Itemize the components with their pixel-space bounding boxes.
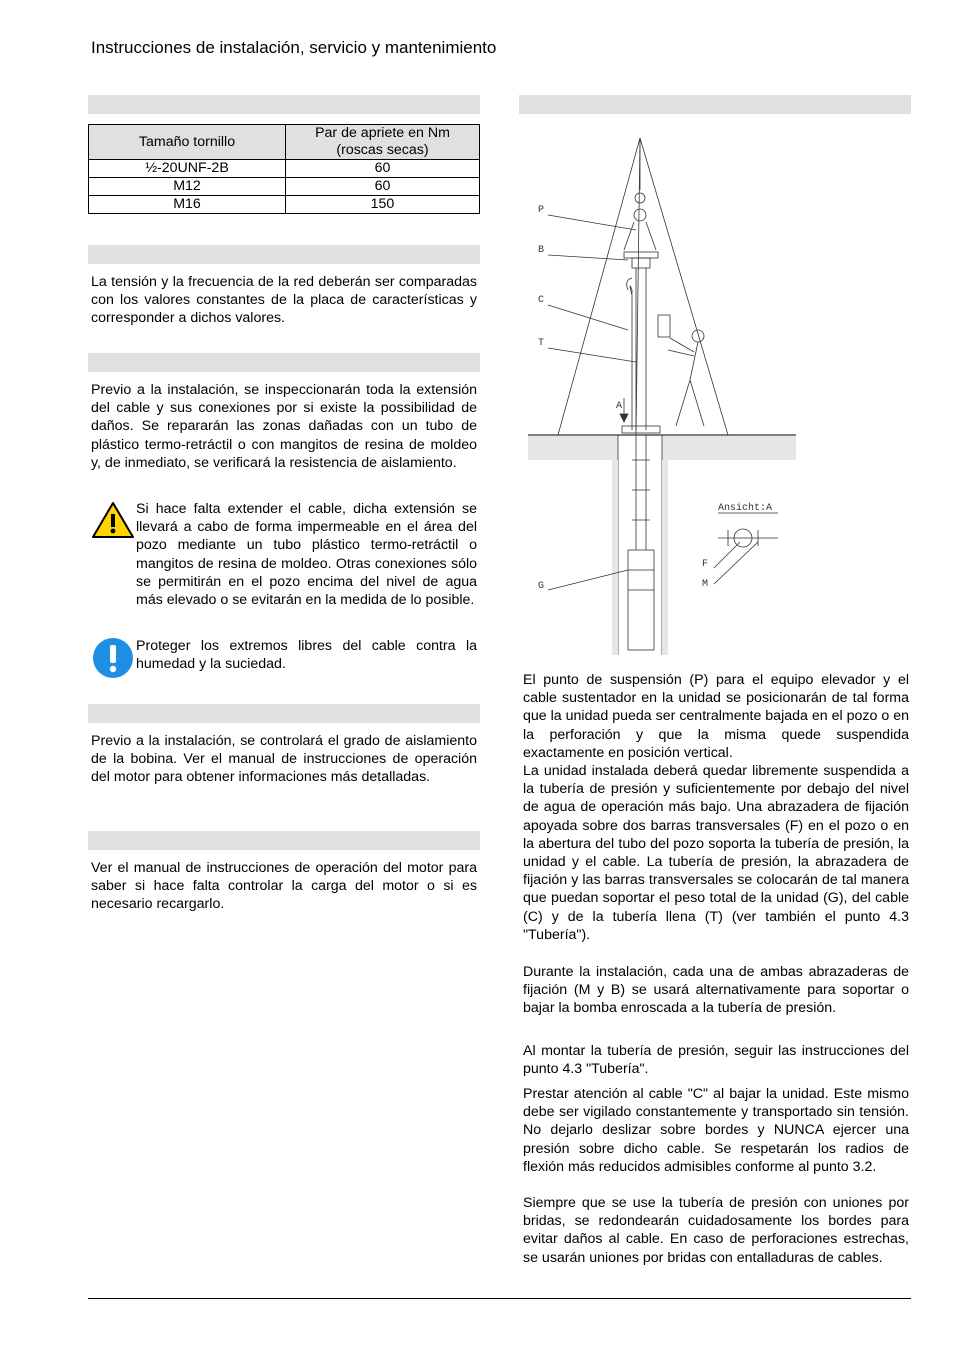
table-row (89, 196, 480, 214)
figure-label-view: Ansicht:A (718, 503, 773, 514)
figure-label-c: C (538, 295, 545, 306)
section-bar-cable (88, 353, 480, 372)
section-bar-voltage (88, 245, 480, 264)
figure-label-a: A (616, 401, 623, 412)
table-cell: M12 (89, 178, 286, 196)
table-row (89, 178, 480, 196)
figure-label-t: T (538, 338, 545, 349)
table-cell: 60 (286, 178, 480, 196)
torque-table (88, 124, 480, 214)
notice-icon (92, 637, 134, 679)
warning-icon (91, 500, 135, 540)
motor-paragraph: Ver el manual de instrucciones de operación del motor para saber si hace falta controlar la carga del motor o si es necesario recargarlo. (91, 860, 477, 913)
figure-label-f: F (702, 559, 709, 570)
installation-paragraph-1: El punto de suspensión (P) para el equipo elevador y el cable sustentador en la unidad se posicionarán de tal forma que la unidad pueda ser centralmente bajada en el pozo o en la perforación y que la misma quede suspendida exactamente en posición vertical. (523, 672, 909, 761)
footer-divider (88, 1298, 911, 1299)
table-cell: 150 (286, 196, 480, 214)
table-header-cell: Tamaño tornillo (89, 125, 286, 160)
insulation-paragraph: Previo a la instalación, se controlará el grado de aislamiento de la bobina. Ver el manual de instrucciones de operación del motor para obtener informaciones más detalladas. (91, 733, 477, 786)
warning-paragraph: Si hace falta extender el cable, dicha extensión se llevará a cabo de forma impermeable en el área del pozo mediante un tubo plástico termo-retráctil o mangitos de resina de moldeo. Otras conexiones sólo se permitirán en el pozo encima del nivel de agua más elevado o se evitarán en la medida de lo posible. (136, 501, 477, 609)
section-bar-insulation (88, 704, 480, 723)
installation-diagram (528, 130, 798, 660)
figure-label-b: B (538, 245, 545, 256)
section-bar-motor (88, 831, 480, 850)
page-header: Instrucciones de instalación, servicio y mantenimiento (91, 38, 497, 57)
table-cell: 60 (286, 160, 480, 178)
installation-paragraph-3: Durante la instalación, cada una de ambas abrazaderas de fijación (M y B) se usará alternativamente para soportar o bajar la bomba enroscada a la tubería de presión. (523, 964, 909, 1017)
table-row (89, 160, 480, 178)
table-header-row (89, 125, 480, 160)
installation-paragraph-6: Siempre que se use la tubería de presión con uniones por bridas, se redondearán cuidadosamente los bordes para evitar daños al cable. En caso de perforaciones estrechas, se usarán uniones por bridas con entalladuras de cables. (523, 1195, 909, 1266)
installation-paragraph-4: Al montar la tubería de presión, seguir las instrucciones del punto 4.3 "Tubería". (523, 1043, 909, 1078)
figure-label-p: P (538, 205, 545, 216)
table-header-cell: Par de apriete en Nm (roscas secas) (286, 125, 480, 160)
section-bar-installation (519, 95, 911, 114)
installation-paragraph-5: Prestar atención al cable "C" al bajar la unidad. Este mismo debe ser vigilado constantemente y transportado sin tensión. No dejarlo deslizar sobre bordes y NUNCA ejercer una presión sobre dicho cable. Se respetarán los radios de flexión más reducidos admisibles conforme al punto 3.2. (523, 1086, 909, 1175)
figure-label-g: G (538, 581, 545, 592)
table-cell: M16 (89, 196, 286, 214)
cable-paragraph: Previo a la instalación, se inspeccionarán toda la extensión del cable y sus conexiones por si existe la possibilidad de daños. Se repararán las zonas dañadas con un tubo de plástico termo-retráctil o con mangitos de resina de moldeo y, de inmediato, se verificará la resistencia de aislamiento. (91, 382, 477, 471)
voltage-paragraph: La tensión y la frecuencia de la red deberán ser comparadas con los valores constantes de la placa de características y corresponder a dichos valores. (91, 274, 477, 327)
section-bar-torque (88, 95, 480, 114)
notice-paragraph: Proteger los extremos libres del cable contra la humedad y la suciedad. (136, 638, 477, 673)
table-cell: ½-20UNF-2B (89, 160, 286, 178)
figure-label-m: M (702, 579, 709, 590)
installation-paragraph-2: La unidad instalada deberá quedar libremente suspendida a la tubería de presión y suficientemente por debajo del nivel de agua de operación más bajo. Una abrazadera de fijación apoyada sobre dos barras transversales (F) en el pozo o en la abertura del tubo del pozo soporta la tubería de presión, la unidad y el cable. La tubería de presión, la abrazadera de fijación y las barras transversales se colocarán de tal manera que puedan soportar el peso total de la unidad (G), del cable (C) y de la tubería llena (T) (ver también el punto 4.3 "Tubería"). (523, 763, 909, 943)
